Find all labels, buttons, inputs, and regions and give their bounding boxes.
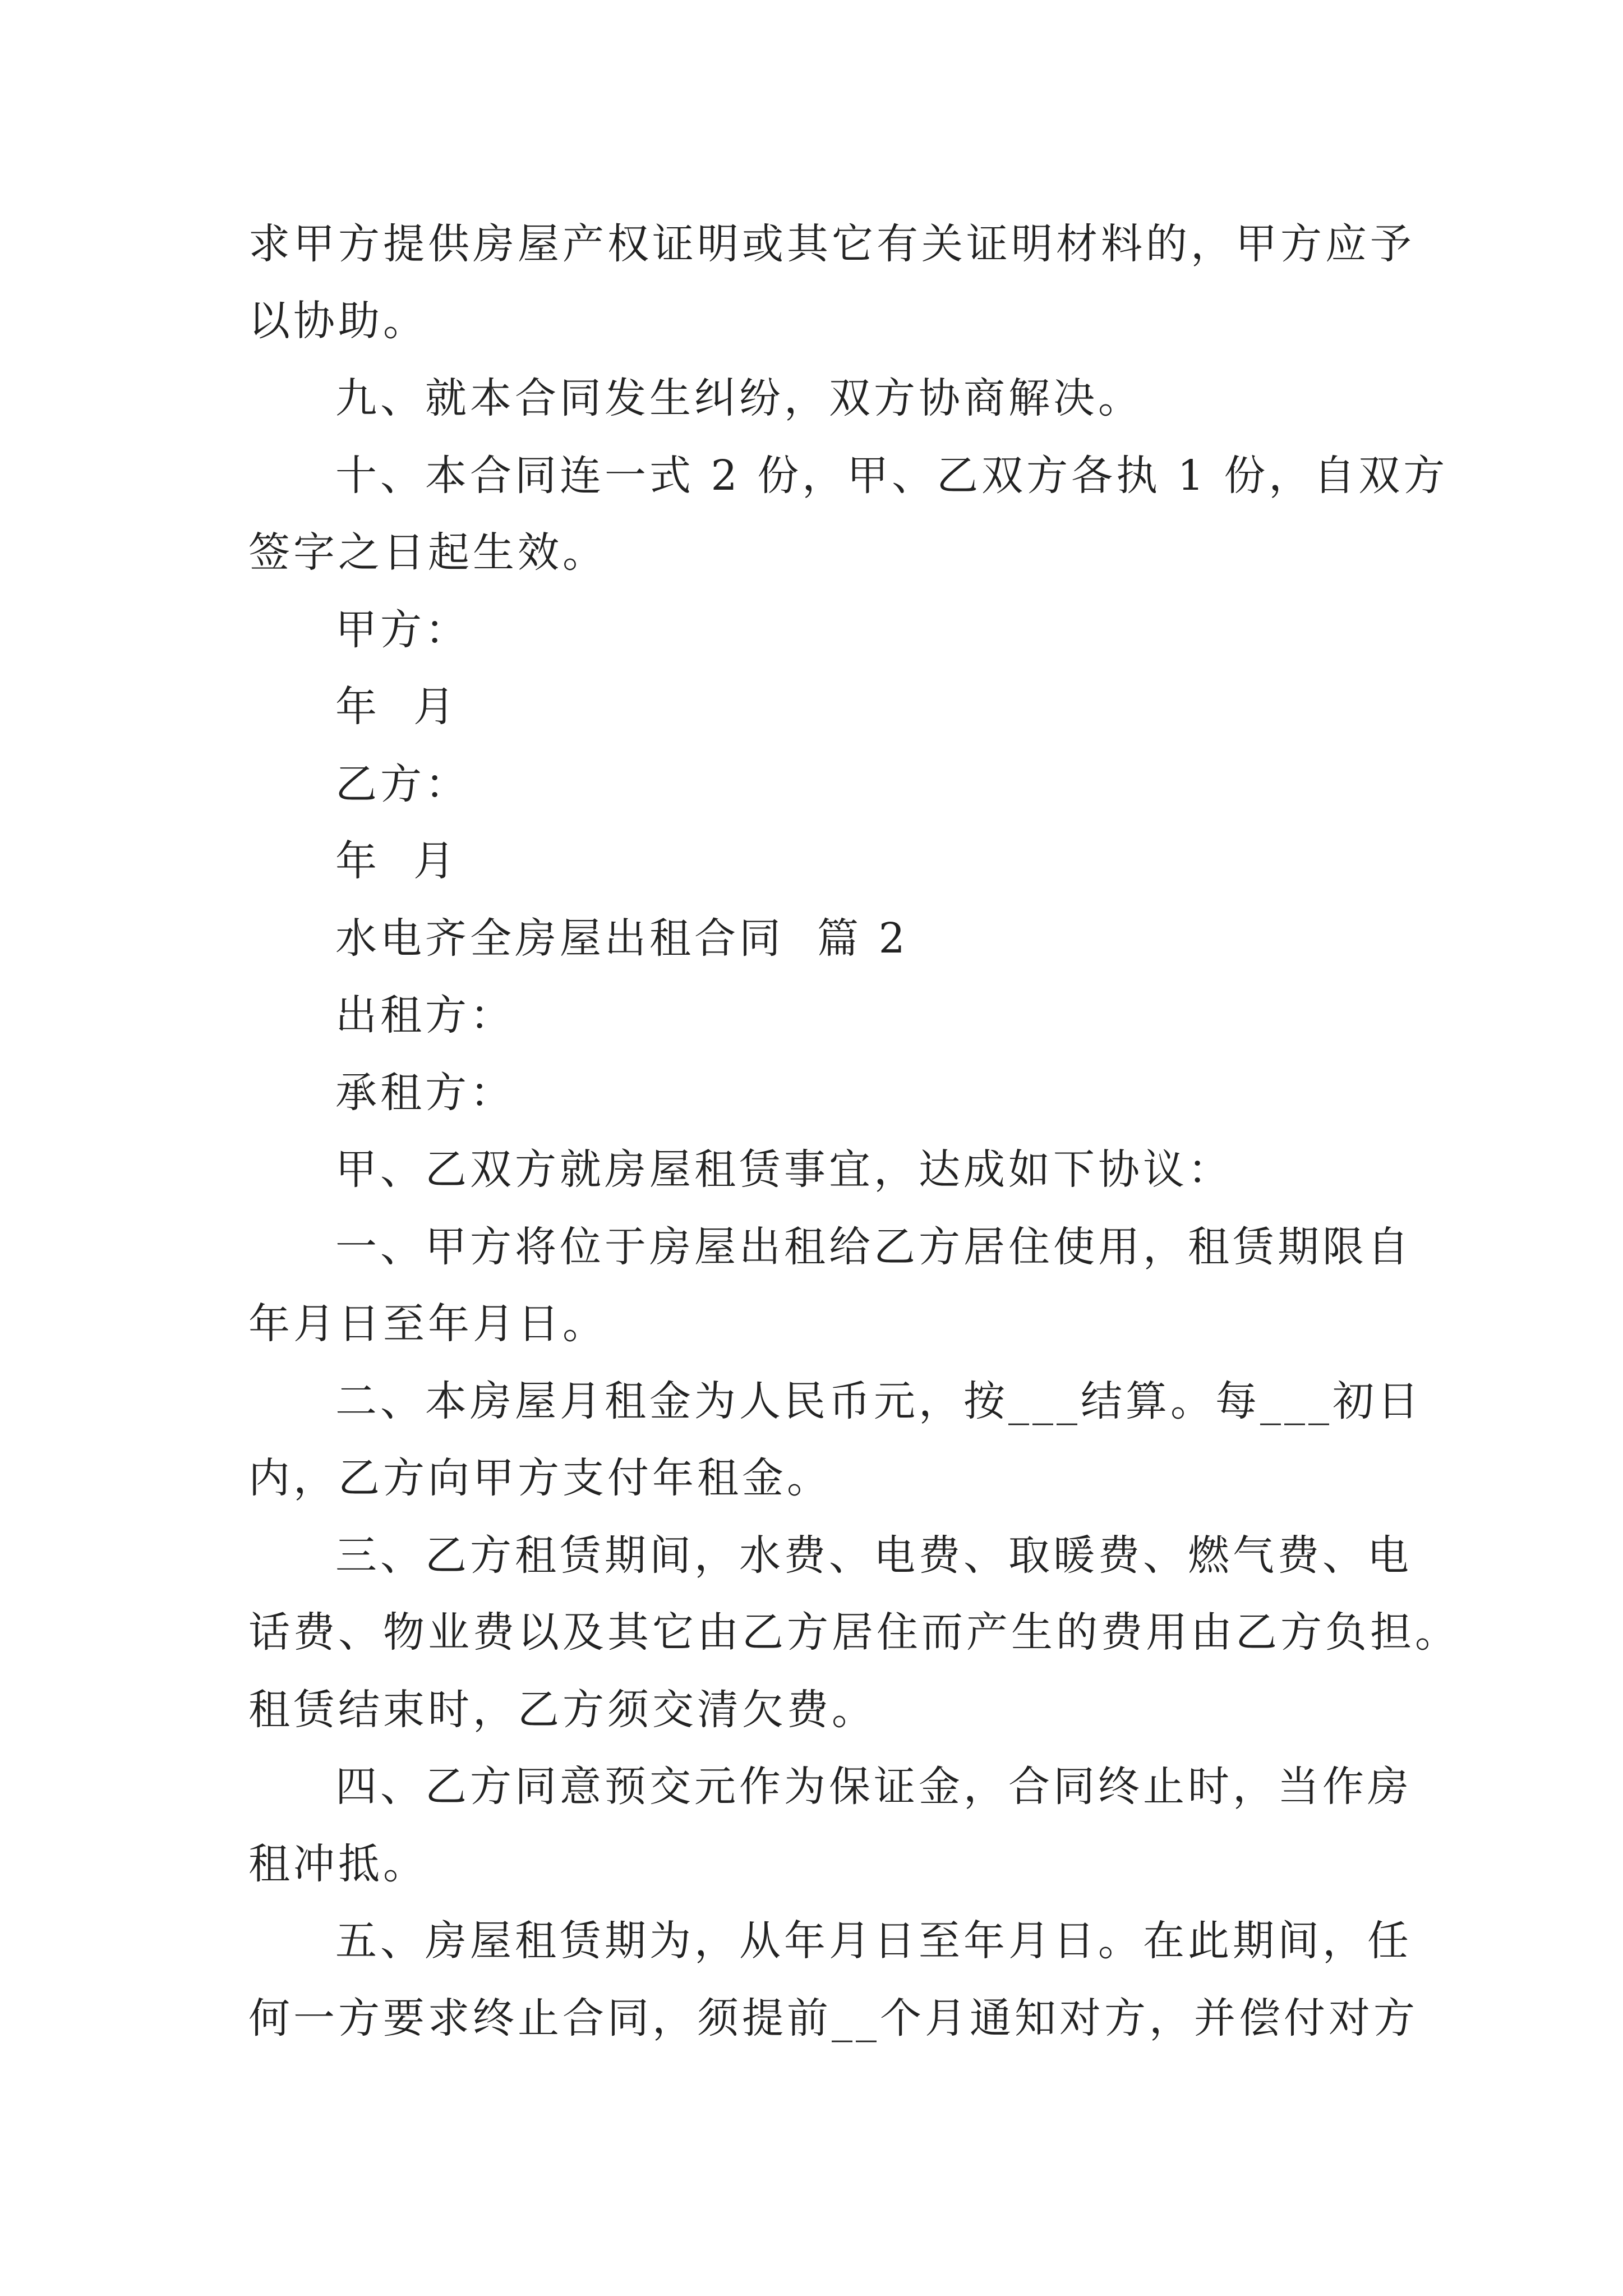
- text-line: 年 月: [335, 683, 459, 731]
- text-line: 四、乙方同意预交元作为保证金，合同终止时，当作房: [335, 1763, 1412, 1811]
- text-line: 三、乙方租赁期间，水费、电费、取暖费、燃气费、电: [335, 1531, 1412, 1580]
- text-line: 求甲方提供房屋产权证明或其它有关证明材料的，甲方应予: [248, 220, 1415, 268]
- text-line: 租冲抵。: [248, 1840, 428, 1888]
- text-line: 出租方：: [335, 991, 515, 1039]
- text-line: 话费、物业费以及其它由乙方居住而产生的费用由乙方负担。: [248, 1608, 1460, 1657]
- text-line: 年月日至年月日。: [248, 1300, 607, 1348]
- text-line: 以协助。: [248, 297, 428, 345]
- text-line: 甲、乙双方就房屋租赁事宜，达成如下协议：: [335, 1145, 1233, 1194]
- text-line: 乙方：: [335, 760, 470, 808]
- text-line: 承租方：: [335, 1069, 515, 1117]
- text-line: 十、本合同连一式 2 份，甲、乙双方各执 1 份，自双方: [335, 452, 1449, 500]
- text-line: 甲方：: [335, 606, 470, 654]
- text-line: 一、甲方将位于房屋出租给乙方居住使用，租赁期限自: [335, 1223, 1412, 1271]
- text-line: 内，乙方向甲方支付年租金。: [248, 1454, 832, 1502]
- text-line: 二、本房屋月租金为人民币元，按___结算。每___初日: [335, 1377, 1422, 1425]
- text-line: 何一方要求终止合同，须提前__个月通知对方，并偿付对方: [248, 1994, 1418, 2042]
- text-line: 签字之日起生效。: [248, 528, 607, 577]
- text-line: 五、房屋租赁期为，从年月日至年月日。在此期间，任: [335, 1917, 1412, 1965]
- text-line: 九、就本合同发生纠纷，双方协商解决。: [335, 374, 1143, 422]
- text-line: 租赁结束时，乙方须交清欠费。: [248, 1686, 877, 1734]
- section-heading: 水电齐全房屋出租合同 篇 2: [335, 914, 909, 963]
- text-line: 年 月: [335, 837, 459, 885]
